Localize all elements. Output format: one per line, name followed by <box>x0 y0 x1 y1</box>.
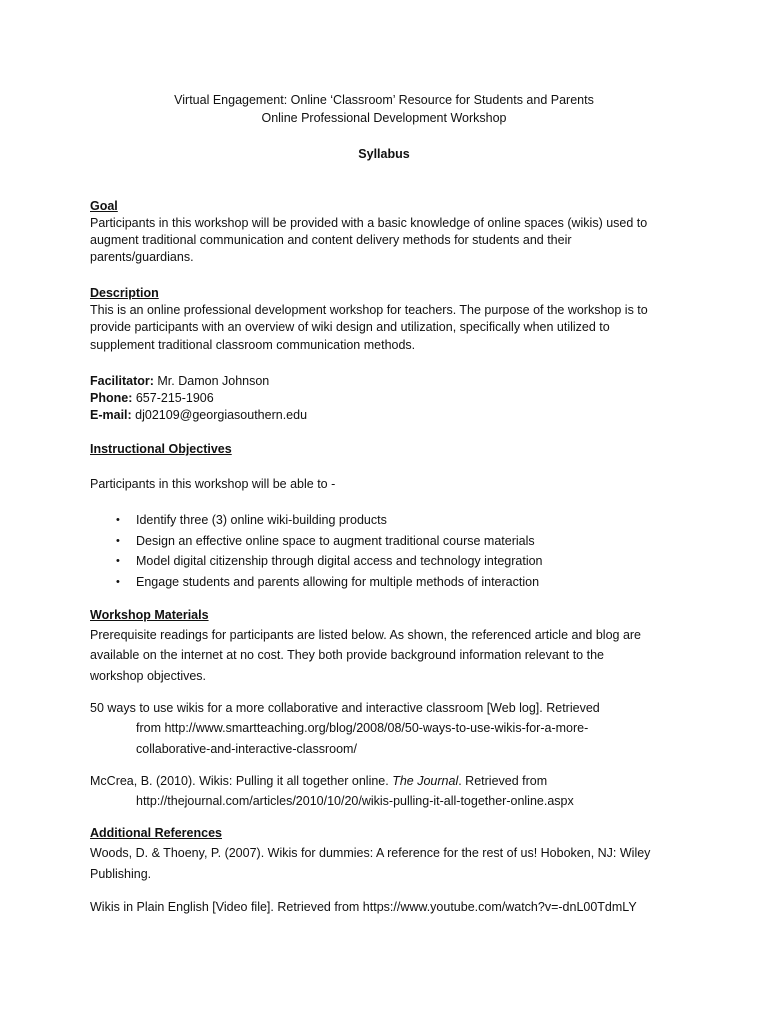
reference-1-line-3: collaborative-and-interactive-classroom/ <box>136 742 357 756</box>
phone-row <box>90 391 214 405</box>
reference-1-line-1: 50 ways to use wikis for a more collaborative and interactive classroom [Web log]. Retrieved <box>90 701 600 715</box>
facilitator-row <box>90 374 269 388</box>
email-value: dj02109@georgiasouthern.edu <box>135 408 308 422</box>
email-row <box>90 408 307 422</box>
document-title-line1: Virtual Engagement: Online ‘Classroom’ Resource for Students and Parents <box>174 93 594 107</box>
objective-item-2: Design an effective online space to augment traditional course materials <box>136 534 535 548</box>
additional-references-heading: Additional References <box>90 826 222 840</box>
materials-line-3: workshop objectives. <box>90 669 207 683</box>
objective-item-1: Identify three (3) online wiki-building products <box>136 513 387 527</box>
additional-reference-line-1: Woods, D. & Thoeny, P. (2007). Wikis for dummies: A reference for the rest of us! Hoboken, NJ: Wiley <box>90 846 651 860</box>
document-title-line2: Online Professional Development Workshop <box>261 111 507 125</box>
phone-value: 657-215-1906 <box>135 391 214 405</box>
goal-heading: Goal <box>90 199 118 213</box>
description-line-2: provide participants with an overview of wiki design and utilization, specifically when utilized to <box>90 320 610 334</box>
syllabus-heading: Syllabus <box>358 147 410 161</box>
email-label: E-mail: <box>90 408 132 422</box>
goal-line-3: parents/guardians. <box>90 250 194 264</box>
objectives-intro: Participants in this workshop will be able to - <box>90 477 336 491</box>
goal-line-1: Participants in this workshop will be provided with a basic knowledge of online spaces (wikis) used to <box>90 216 648 230</box>
reference-2-line-2: http://thejournal.com/articles/2010/10/20/wikis-pulling-it-all-together-online.aspx <box>136 794 574 808</box>
materials-heading: Workshop Materials <box>90 608 209 622</box>
additional-reference-line-2: Publishing. <box>90 867 152 881</box>
reference-2-line-1 <box>90 774 547 788</box>
additional-reference-line-3: Wikis in Plain English [Video file]. Retrieved from https://www.youtube.com/watch?v=-dnL00TdmLY <box>90 900 637 914</box>
description-line-3: supplement traditional classroom communication methods. <box>90 338 416 352</box>
reference-2-text: McCrea, B. (2010). Wikis: Pulling it all together online. <box>90 774 393 788</box>
reference-2-retrieved: . Retrieved from <box>458 774 548 788</box>
facilitator-value: Mr. Damon Johnson <box>157 374 270 388</box>
materials-line-2: available on the internet at no cost. They both provide background information relevant to the <box>90 648 604 662</box>
description-line-1: This is an online professional development workshop for teachers. The purpose of the workshop is to <box>90 303 648 317</box>
materials-line-1: Prerequisite readings for participants are listed below. As shown, the referenced article and blog are <box>90 628 642 642</box>
goal-line-2: augment traditional communication and content delivery methods for students and their <box>90 233 572 247</box>
bullet-icon: • <box>116 514 120 526</box>
phone-label: Phone: <box>90 391 133 405</box>
reference-2-journal: The Journal <box>392 774 459 788</box>
bullet-icon: • <box>116 576 120 588</box>
objective-item-4: Engage students and parents allowing for multiple methods of interaction <box>136 575 540 589</box>
facilitator-label: Facilitator: <box>90 374 154 388</box>
objective-item-3: Model digital citizenship through digital access and technology integration <box>136 554 543 568</box>
reference-1-line-2: from http://www.smartteaching.org/blog/2008/08/50-ways-to-use-wikis-for-a-more- <box>136 721 589 735</box>
bullet-icon: • <box>116 535 120 547</box>
bullet-icon: • <box>116 555 120 567</box>
objectives-heading: Instructional Objectives <box>90 442 232 456</box>
description-heading: Description <box>90 286 159 300</box>
